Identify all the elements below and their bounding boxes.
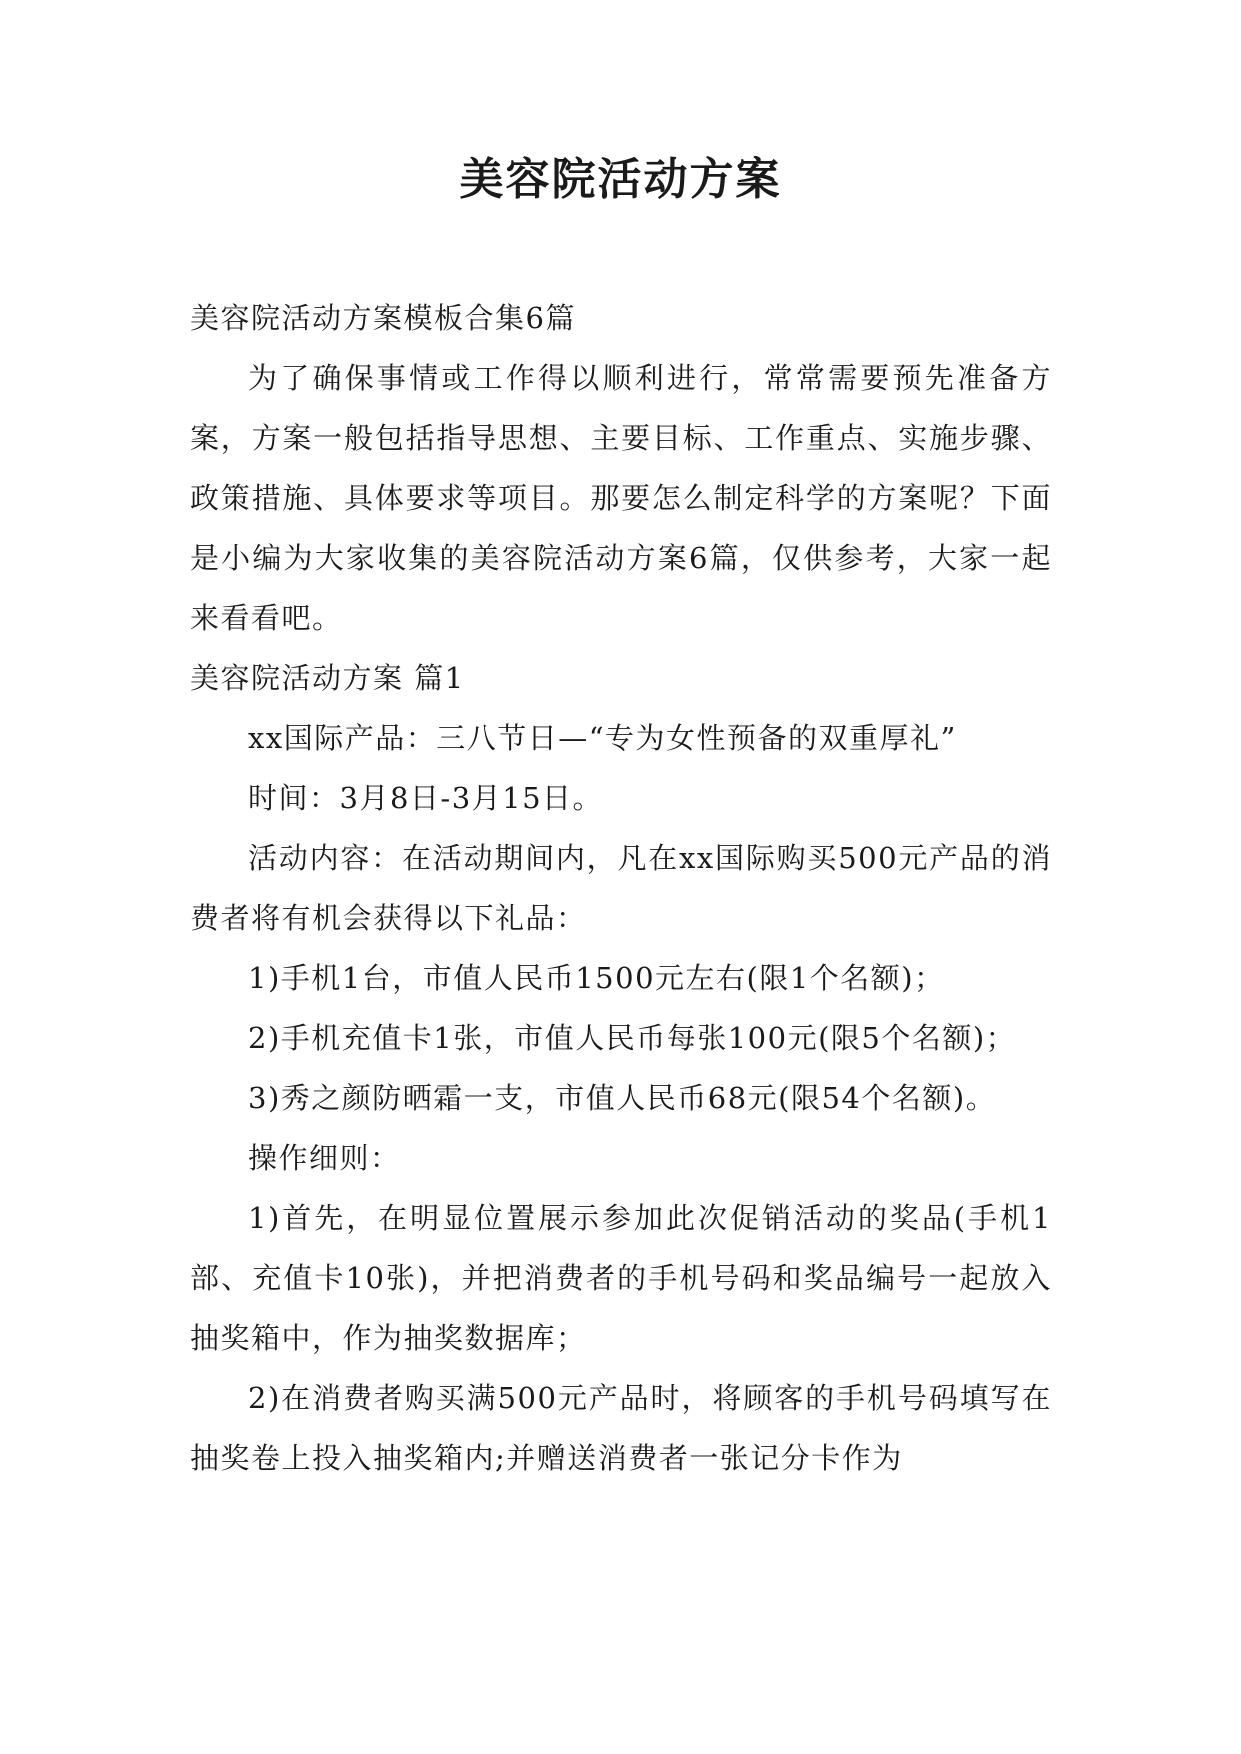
document-title: 美容院活动方案 — [459, 154, 782, 205]
section-heading: 美容院活动方案 篇1 — [190, 661, 465, 695]
body-paragraph: 时间：3月8日-3月15日。 — [248, 781, 604, 815]
list-item: 1)手机1台，市值人民币1500元左右(限1个名额)； — [248, 961, 945, 995]
document-subtitle: 美容院活动方案模板合集6篇 — [190, 301, 576, 335]
list-item: 1)首先，在明显位置展示参加此次促销活动的奖品(手机1部、充值卡10张)，并把消费者的手机号码和奖品编号一起放入抽奖箱中，作为抽奖数据库； — [190, 1201, 1052, 1355]
list-item: 2)手机充值卡1张，市值人民币每张100元(限5个名额)； — [248, 1021, 1017, 1055]
body-paragraph: 活动内容：在活动期间内，凡在xx国际购买500元产品的消费者将有机会获得以下礼品： — [190, 841, 1052, 935]
intro-paragraph: 为了确保事情或工作得以顺利进行，常常需要预先准备方案，方案一般包括指导思想、主要目标、工作重点、实施步骤、政策措施、具体要求等项目。那要怎么制定科学的方案呢？下面是小编为大家收集的美容院活动方案6篇，仅供参考，大家一起来看看吧。 — [190, 361, 1052, 635]
body-paragraph: 操作细则： — [248, 1141, 401, 1175]
list-item: 3)秀之颜防晒霜一支，市值人民币68元(限54个名额)。 — [248, 1081, 997, 1115]
body-paragraph: xx国际产品：三八节日—“专为女性预备的双重厚礼” — [248, 721, 957, 755]
list-item: 2)在消费者购买满500元产品时，将顾客的手机号码填写在抽奖卷上投入抽奖箱内;并赠送消费者一张记分卡作为 — [190, 1381, 1052, 1475]
document-body — [190, 288, 1052, 1488]
